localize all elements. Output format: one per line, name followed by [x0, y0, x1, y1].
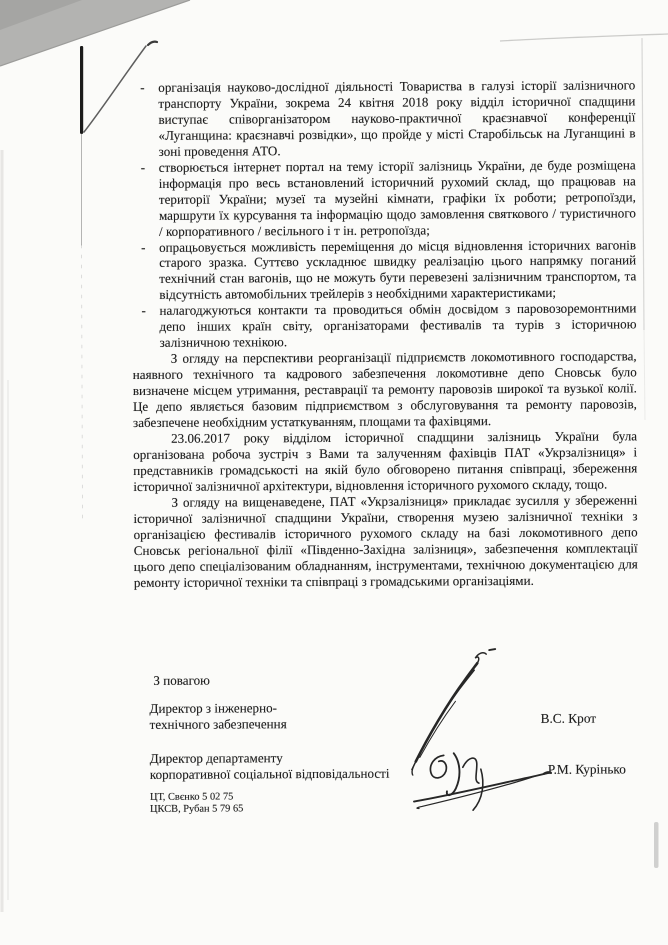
bullet-text: налагоджуються контакти та проводиться обмін досвідом з паровозоремонтними депо інших країн світу, організаторами фестивалів та турів з історичною залізничною технікою. [159, 300, 637, 351]
list-item [131, 77, 635, 159]
bullet-text: опрацьовується можливість переміщення до місця відновлення історичних вагонів старого зразка. Суттєво ускладнює швидку реалізацію цього напрямку поганий технічний стан вагонів, що не можуть бути перевезені залізничним транспортом, та відсутність автомобільних трейлерів з необхідними характеристиками; [159, 236, 637, 303]
paragraph: З огляду на вищенаведене, ПАТ «Укрзалізниця» прикладає зусилля у збереженні історичної залізничної спадщини України, створення музею залізничної техніки з організацією фестивалів історичного рухомого складу на базі локомотивного депо Сновськ регіональної філії «Південно-Західна залізниця», забезпечення комплектації цього депо спеціалізованим обладнанням, інструментами, технічною документацією для ремонту історичної техніки та співпраці з громадськими організаціями. [133, 492, 638, 590]
paragraph: 23.06.2017 року відділом історичної спадщини залізниць України була організована робоча зустріч з Вами та залученням фахівців ПАТ «Укрзалізниця» і представників громадськості на якій було обговорено питання співпраці, збереження історичної залізничної архітектури, відновлення історичного рухомого складу, тощо. [133, 428, 638, 494]
handwritten-signature-kurinko [410, 743, 560, 819]
signatory-title-line: корпоративної соціальної відповідальності [149, 766, 390, 783]
footer-note-line: ЦТ, Свєнко 5 02 75 [149, 791, 234, 803]
signatory-title-line: Директор департаменту [149, 750, 283, 766]
bullet-dash: - [141, 303, 146, 319]
signatory-title [150, 750, 390, 784]
paragraph: З огляду на перспективи реорганізації підприємств локомотивного господарства, наявного технічного та кадрового забезпечення локомотивне депо Сновськ було визначене місцем утримання, реставрації та ремонту паровозів широкої та вузької колії. Це депо являється базовим підприємством з обслуговування та ремонту паровозів, забезпечене необхідним устаткуванням, площами та фахівцями. [132, 348, 637, 430]
list-item [132, 237, 636, 303]
bullet-dash: - [140, 79, 145, 95]
bullet-text: організація науково-дослідної діяльності Товариства в галузі історії залізничного транспорту України, зокрема 24 квітня 2018 року відділ історичної спадщини виступає співорганізатором науково-практичної краєзнавчої конференції «Луганщина: краєзнавчі розвідки», що пройде у місті Старобільськ на Луганщині в зоні проведення АТО. [158, 77, 636, 159]
bullet-text: створюється інтернет портал на тему історії залізниць України, де буде розміщена інформація про весь встановлений історичний рухомий склад, що працював на території України; музеї та музейні кімнати, графіки їх роботи; ретропоїзди, маршрути їх курсування та інформацію щодо замовлення святкового / туристичного / корпоративного / весільного і т ін. ретропоїзда; [158, 157, 636, 239]
bullet-dash: - [141, 239, 146, 255]
footer-contact-notes [150, 791, 243, 815]
letter-text-block [131, 77, 638, 590]
signatory-title-line: технічного забезпечення [149, 716, 287, 733]
list-item [132, 301, 636, 351]
signatory-title [149, 700, 286, 734]
footer-note-line: ЦКСВ, Рубан 5 79 65 [150, 803, 244, 815]
signatory-name: В.С. Крот [540, 710, 597, 726]
closing-salutation: З повагою [153, 672, 210, 688]
signatory-name: Р.М. Курінько [547, 761, 626, 777]
signatory-title-line: Директор з інженерно- [149, 700, 278, 716]
list-item [132, 157, 636, 239]
bullet-list [131, 77, 636, 351]
bullet-dash: - [140, 159, 146, 175]
handwritten-signature-krot [399, 645, 500, 776]
